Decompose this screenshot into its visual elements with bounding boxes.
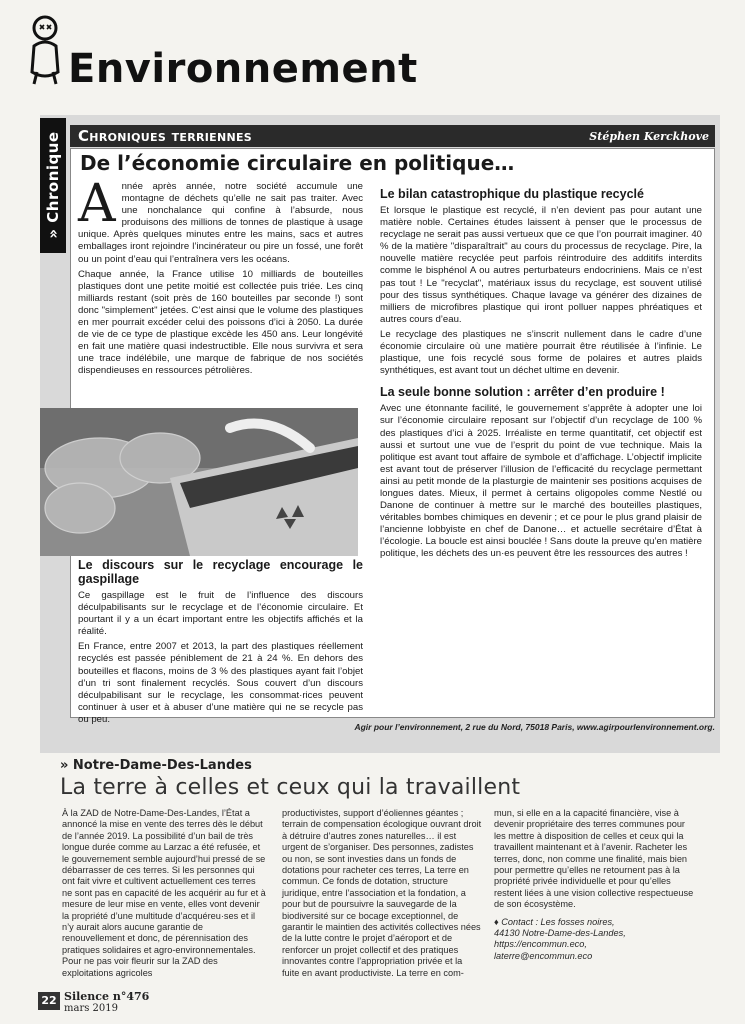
left-column-bottom bbox=[78, 558, 363, 729]
paragraph: Ce gaspillage est le fruit de l’influence des discours déculpabilisants sur le recyclage et de l’économie circulaire. Et pourtant il y a un écart important entre les objectifs affichés et la réalité. bbox=[78, 590, 363, 638]
paragraph-text: nnée après année, notre société accumule une montagne de déchets qu’elle ne sait pas traiter. Avec une nonchalance qui confine à l’absurde, nous produisons des millions de tonnes de plastique à usage unique. Après quelques minutes entre les mains, sacs et autres emballages iront rejoindre l’incinérateur ou pire un fossé, une forêt ou un point d’eau qui l’entraînera vers les océans. bbox=[78, 181, 363, 265]
series-title: Chroniques terriennes bbox=[78, 127, 252, 145]
issue-date: mars 2019 bbox=[64, 1003, 118, 1014]
section-title: Environnement bbox=[68, 46, 418, 92]
paragraph: productivistes, support d’éoliennes géantes ; terrain de compensation écologique ouvrant droit à détruire d’autres zones naturelles… il est urgent de s’organiser. Des personnes, zadistes ou non, se sont investies dans un fonds de dotations pour racheter ces terres, La terre en commun. Ce fonds de dotation, structure juridique, entre l’association et la fondation, a pour but de poursuivre la sauvegarde de la biodiversité sur ce bocage exceptionnel, de garantir le maintien des activités collectives nées de la lutte contre le projet d’aéroport et de renforcer un projet collectif et des pratiques innovantes contre l’appropriation privée et la fuite en avant productiviste. La terre en com- bbox=[282, 808, 482, 978]
ndl-column-1 bbox=[62, 808, 267, 979]
paragraph: Chaque année, la France utilise 10 milliards de bouteilles plastiques dont une petite moitié est collectée puis triée. Les cinq milliards restant (soit près de 160 bouteilles par seconde !) sont donc "simplement" jetées. C’est ainsi que le volume des plastiques en mer pourrait excéder celui des poissons d’ici à 2050. La durée de vie de ce type de plastique excède les 450 ans. Leur longévité en fait une matière quasi indestructible. Elle nous survivra et sera une trace indélébile, une marque de fabrique de nos sociétés dispendieuses en ressources pétrolières. bbox=[78, 268, 363, 377]
chronique-tab bbox=[40, 118, 66, 253]
paragraph: Avec une étonnante facilité, le gouvernement s’apprête à adopter une loi sur l’économie circulaire reposant sur l’objectif d’un recyclage de 100 % des plastiques d’ici à 2025. Irréaliste en terme quantitatif, cet objectif est aussi et surtout une vue de l’esprit du point de vue technique. Mais la politique est avant tout affaire de symbole et d’affichage. L’objectif implicite est avant tout de préserver l’illusion de l’efficacité du recyclage permettant ainsi au petit monde de la plasturgie de maintenir ses positions acquises de longues dates. Mieux, il permet à certains oligopoles comme Nestlé ou Danone de continuer à mettre sur le marché des bouteilles plastiques, véritables bombes chimiques en devenir ; et ce pour le plus grand plaisir de l’ancienne lobbyiste en chef de Danone… et actuelle secrétaire d’État à l’écologie. La boucle est ainsi bouclée ! Sans doute la preuve qu’en matière politique, les déchets des un·es peuvent être les ressources des autres ! bbox=[380, 403, 702, 560]
author-name: Stéphen Kerckhove bbox=[589, 130, 709, 143]
magazine-issue: Silence n°476 bbox=[64, 990, 150, 1003]
left-column-top bbox=[78, 174, 363, 381]
contact-url[interactable]: https://encommun.eco, bbox=[494, 939, 587, 950]
ndl-column-2 bbox=[282, 808, 482, 979]
silence-logo-icon bbox=[28, 14, 62, 88]
right-column bbox=[380, 187, 702, 564]
page-number: 22 bbox=[38, 992, 60, 1010]
contact-email[interactable]: laterre@encommun.eco bbox=[494, 950, 593, 961]
subheading: Le discours sur le recyclage encourage le gaspillage bbox=[78, 558, 363, 586]
chronique-tab-label: » Chronique bbox=[44, 131, 62, 239]
dropcap-letter: A bbox=[78, 174, 116, 234]
paragraph: mun, si elle en a la capacité financière, vise à devenir propriétaire des terres communes pour les mettre à disposition de celles et ceux qui la travaillent maintenant et à l’avenir. Racheter les terres, donc, non comme une finalité, mais bien pour permettre qu’elles ne retournent pas à la propriété privée individuelle et pour qu’elles restent liées à une vision collective respectueuse de son écosystème. bbox=[494, 808, 694, 910]
contact-line: ♦ Contact : Les fosses noires, bbox=[494, 916, 615, 927]
ndl-column-3 bbox=[494, 808, 694, 962]
paragraph: Le recyclage des plastiques ne s’inscrit nullement dans le cadre d’une économie circulaire où une matière pourrait être réutilisée à l’infinie. Le plastique, une fois recyclé sous forme de polaires et autres plaids synthétiques, est avant tout un déchet ultime en devenir. bbox=[380, 328, 702, 377]
paragraph: En France, entre 2007 et 2013, la part des plastiques réellement recyclés est passée péniblement de 21 à 24 %. En dehors des bouteilles et flacons, moins de 3 % des plastiques ayant fait l’objet d’un tri sont finalement recyclés. Sous couvert d’un discours déculpabilisant sur le recyclage, les consommat·rices peuvent continuer à user et à abuser d’une matière qui ne se recycle pas ou peu. bbox=[78, 641, 363, 725]
recycling-bin-photo bbox=[40, 408, 358, 556]
paragraph: À la ZAD de Notre-Dame-Des-Landes, l’État a annoncé la mise en vente des terres dès le début de l’année 2019. La possibilité d’un bail de très longue durée comme au Larzac a été refusée, et le gouvernement semble aujourd’hui pressé de se débarrasser de ces terres. Si les personnes qui ont fait vivre et cultivent actuellement ces terres ne sont pas en capacité de les acquérir au fur et à mesure de leur mise en vente, elles vont devenir la propriété d’une multitude d’acquéreu·ses et il n’y aurait alors aucune garantie de renouvellement et donc, de pérennisation des pratiques solidaires et agro-environnementales. Pour ne pas voir fleurir sur la ZAD des exploitations agricoles bbox=[62, 808, 266, 978]
article-title: De l’économie circulaire en politique… bbox=[80, 151, 515, 175]
contact-line: 44130 Notre-Dame-des-Landes, bbox=[494, 928, 626, 939]
ndl-kicker: » Notre-Dame-Des-Landes bbox=[60, 758, 252, 773]
box-footer: Agir pour l’environnement, 2 rue du Nord, 75018 Paris, www.agirpourlenvironnement.org. bbox=[354, 722, 715, 732]
subheading: Le bilan catastrophique du plastique recyclé bbox=[380, 187, 644, 201]
paragraph: Et lorsque le plastique est recyclé, il n’en devient pas pour autant une matière noble. Certaines études laissent à penser que le processus de recyclage ne serait pas aussi vertueux que ce que l’on pourrait imaginer. 40 % de la matière "disparaîtrait" au cours du processus de recyclage. Pire, la nouvelle matière recyclée peut parfois réintroduire des additifs interdits comme le bisphénol A ou autres perturbateurs endocriniens. Mais ce n’est pas tout ! Le "recyclat", matériaux issus du recyclage, est souvent utilisé pour des tissus synthétiques. Chaque lavage va générer des dizaines de milliers de microfibres plastique qui iront polluer nappes phréatiques et autres cours d’eau. bbox=[380, 205, 702, 325]
intro-paragraph bbox=[78, 174, 363, 266]
ndl-title: La terre à celles et ceux qui la travaillent bbox=[60, 775, 521, 800]
subheading: La seule bonne solution : arrêter d’en produire ! bbox=[380, 385, 665, 400]
